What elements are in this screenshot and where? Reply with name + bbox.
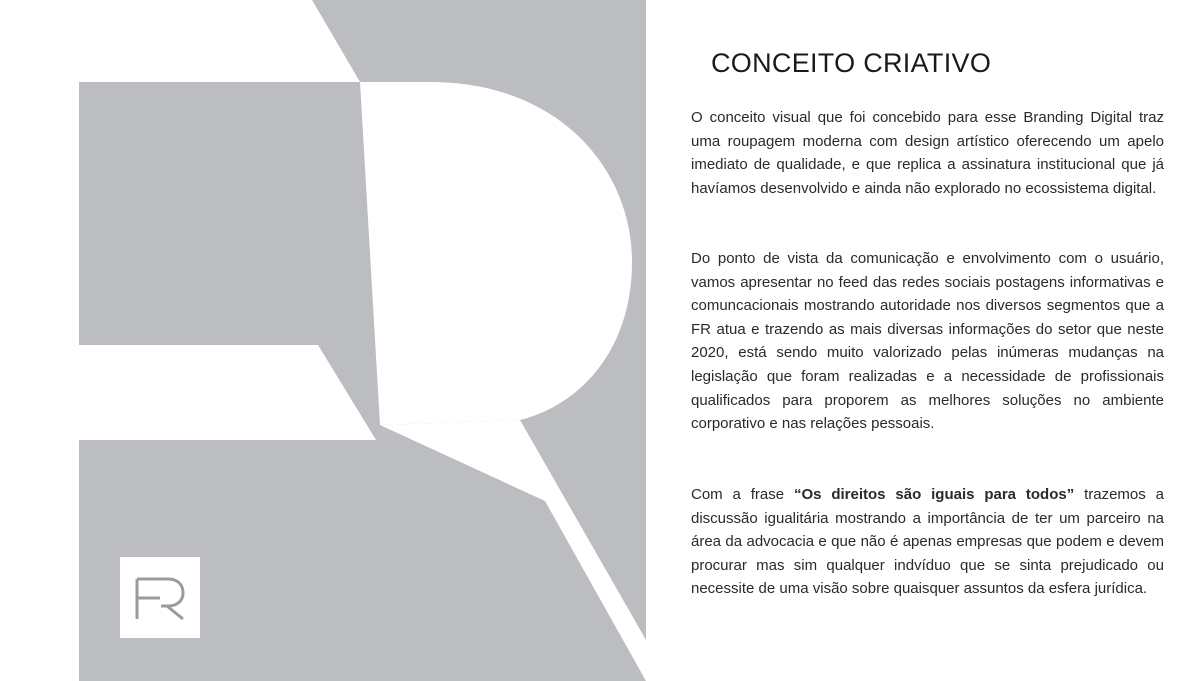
fr-logo: [120, 557, 200, 638]
paragraph-slogan-body: trazemos a discussão igualitária mostrando a importância de ter um parceiro na área da advocacia e que não é apenas empresas que podem e devem procurar mas sim qualquer indvíduo que se sinta prejudicado ou necessite de uma visão sobre quaisquer assuntos da esfera jurídica.: [691, 486, 1164, 598]
paragraph-communication: Do ponto de vista da comunicação e envolvimento com o usuário, vamos apresentar no feed das redes sociais postagens informativas e comuncacionais mostrando autoridade nos diversos segmentos que a FR atua e trazendo as mais diversas informações do setor que neste 2020, está sendo muito valorizado pelas inúmeras mudanças na legislação que foram realizadas e a necessidade de profissionais qualificados para proporem as melhores soluções no ambiente corporativo e nas relações pessoais.: [691, 250, 1164, 433]
paragraph-concept: O conceito visual que foi concebido para esse Branding Digital traz uma roupagem moderna com design artístico oferecendo um apelo imediato de qualidade, e que replica a assinatura institucional que já havíamos desenvolvido e ainda não explorado no ecossistema digital.: [691, 109, 1164, 197]
paragraph-slogan: [691, 483, 1164, 601]
text-panel: [691, 0, 1164, 681]
slogan-quote: “Os direitos são iguais para todos”: [793, 486, 1075, 503]
fr-logo-icon: [120, 557, 200, 638]
page-title: CONCEITO CRIATIVO: [711, 48, 992, 78]
paragraph-slogan-intro: Com a frase: [691, 486, 794, 503]
